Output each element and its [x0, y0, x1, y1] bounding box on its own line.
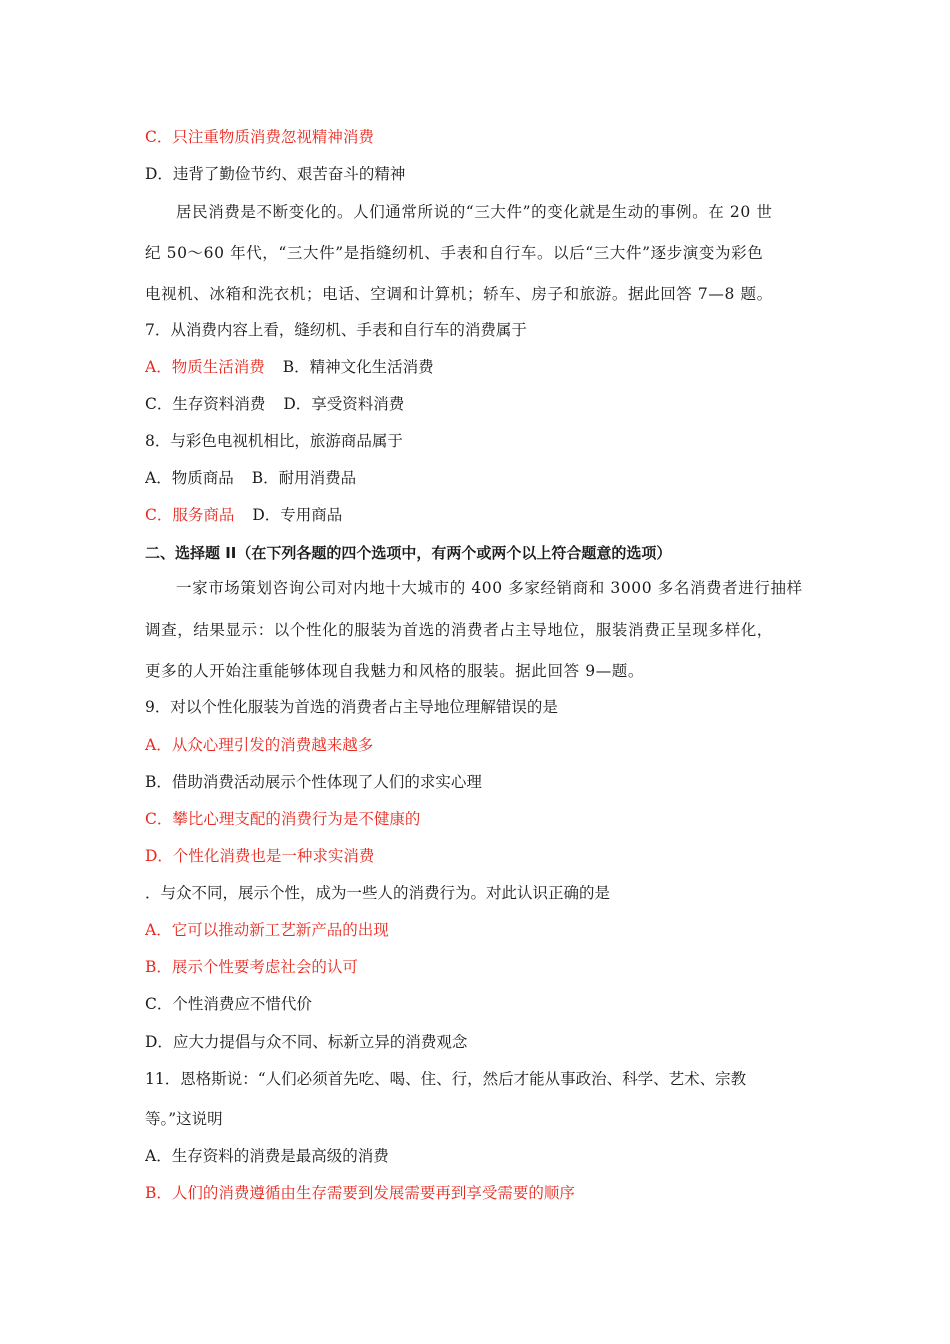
question-11-line-1: 11．恩格斯说：“人们必须首先吃、喝、住、行，然后才能从事政治、科学、艺术、宗教 — [145, 1070, 747, 1088]
q10-option-c: C．个性消费应不惜代价 — [145, 995, 312, 1013]
question-11-line-2: 等。”这说明 — [145, 1110, 223, 1128]
q9-option-d: D．个性化消费也是一种求实消费 — [145, 847, 375, 865]
q8-options-row-2 — [145, 505, 810, 525]
q7-option-d: D．享受资料消费 — [283, 395, 405, 413]
q8-option-b: B．耐用消费品 — [251, 469, 357, 487]
question-7: 7．从消费内容上看，缝纫机、手表和自行车的消费属于 — [145, 321, 527, 339]
q8-option-a: A．物质商品 — [145, 469, 234, 487]
q7-options-row-2 — [145, 394, 810, 414]
question-9: 9．对以个性化服装为首选的消费者占主导地位理解错误的是 — [145, 698, 558, 716]
q10-option-a: A．它可以推动新工艺新产品的出现 — [145, 921, 389, 939]
q7-option-a: A．物质生活消费 — [145, 358, 265, 376]
q6-option-d: D．违背了勤俭节约、艰苦奋斗的精神 — [145, 165, 406, 183]
q7-options-row-1 — [145, 357, 810, 377]
q10-option-d: D．应大力提倡与众不同、标新立异的消费观念 — [145, 1033, 468, 1051]
q9-option-c: C．攀比心理支配的消费行为是不健康的 — [145, 810, 421, 828]
q8-option-c: C．服务商品 — [145, 506, 235, 524]
q10-option-b: B．展示个性要考虑社会的认可 — [145, 958, 358, 976]
q9-option-b: B．借助消费活动展示个性体现了人们的求实心理 — [145, 773, 482, 791]
passage-1-line-1: 居民消费是不断变化的。人们通常所说的“三大件”的变化就是生动的事例。在 20 世 — [176, 203, 773, 221]
passage-1-line-2: 纪 50～60 年代，“三大件”是指缝纫机、手表和自行车。以后“三大件”逐步演变为彩色 — [145, 244, 764, 262]
q8-options-row-1 — [145, 468, 810, 488]
passage-1-line-3: 电视机、冰箱和洗衣机；电话、空调和计算机；轿车、房子和旅游。据此回答 7—8 题。 — [145, 285, 773, 303]
passage-2-line-3: 更多的人开始注重能够体现自我魅力和风格的服装。据此回答 9—题。 — [145, 662, 644, 680]
passage-2-line-1: 一家市场策划咨询公司对内地十大城市的 400 多家经销商和 3000 多名消费者进行抽样 — [176, 579, 803, 597]
q6-option-c: C．只注重物质消费忽视精神消费 — [145, 128, 374, 146]
q7-option-b: B．精神文化生活消费 — [282, 358, 434, 376]
q8-option-d: D．专用商品 — [252, 506, 343, 524]
q11-option-a: A．生存资料的消费是最高级的消费 — [145, 1147, 389, 1165]
q7-option-c: C．生存资料消费 — [145, 395, 266, 413]
section-heading-2: 二、选择题 II（在下列各题的四个选项中，有两个或两个以上符合题意的选项） — [145, 544, 672, 562]
q11-option-b: B．人们的消费遵循由生存需要到发展需要再到享受需要的顺序 — [145, 1184, 575, 1202]
q9-option-a: A．从众心理引发的消费越来越多 — [145, 736, 374, 754]
question-10: ．与众不同，展示个性，成为一些人的消费行为。对此认识正确的是 — [145, 884, 611, 902]
passage-2-line-2: 调查，结果显示：以个性化的服装为首选的消费者占主导地位，服装消费正呈现多样化， — [145, 621, 773, 639]
question-8: 8．与彩色电视机相比，旅游商品属于 — [145, 432, 403, 450]
